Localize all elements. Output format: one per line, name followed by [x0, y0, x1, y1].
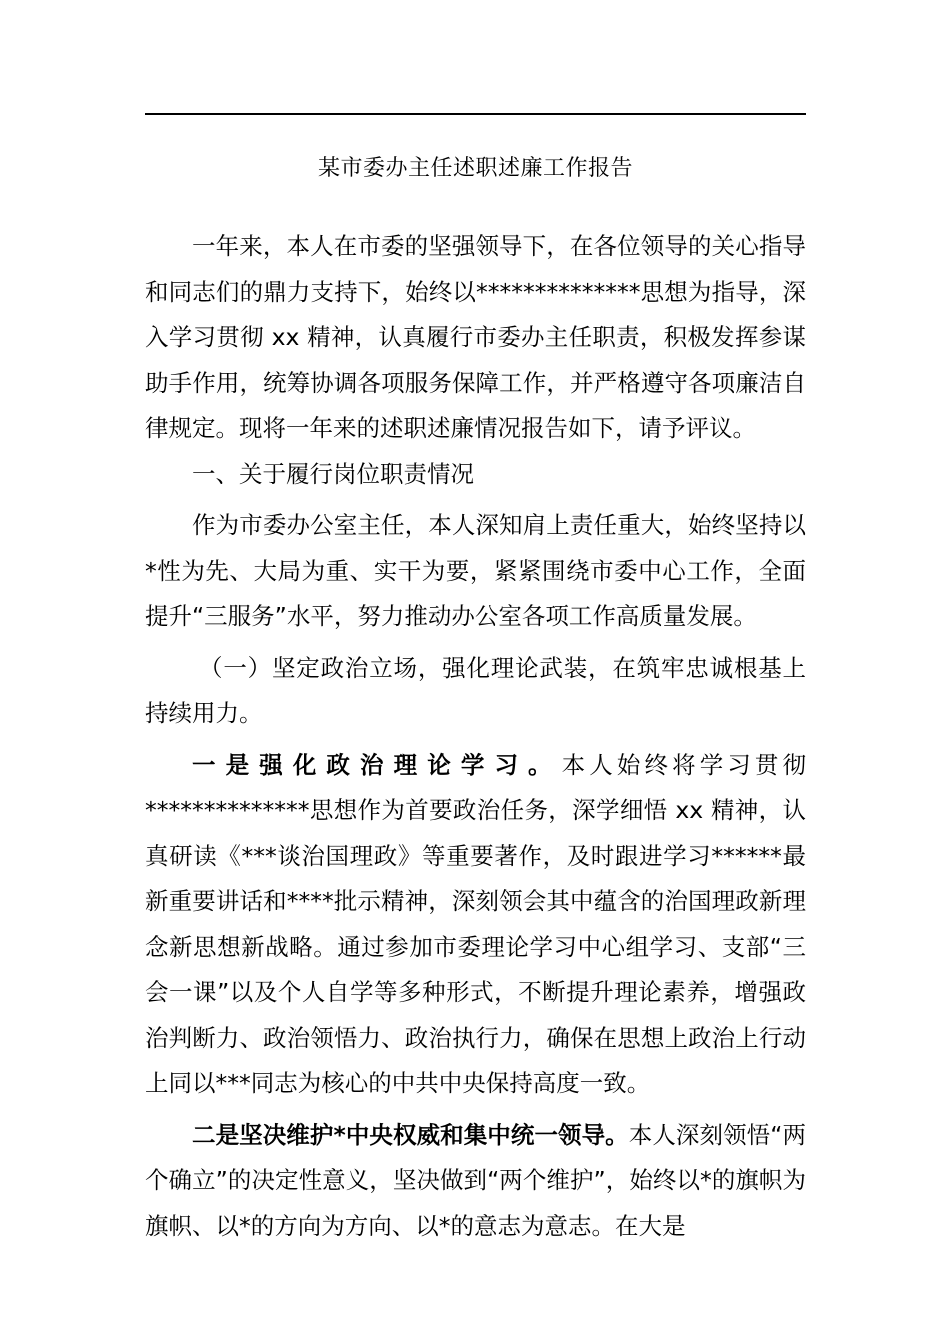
point-two-text: 本人深刻领悟“两个确立”的决定性意义，坚决做到“两个维护”，始终以*的旗帜为旗帜、以*的方向为方向、以*的意志为意志。在大是 — [145, 1120, 806, 1240]
point-one-paragraph — [145, 743, 806, 1107]
intro-paragraph: 一年来，本人在市委的坚强领导下，在各位领导的关心指导和同志们的鼎力支持下，始终以**************思想为指导，深入学习贯彻 xx 精神，认真履行市委办主任职责，积极发挥参谋助手作用，统筹协调各项服务保障工作，并严格遵守各项廉洁自律规定。现将一年来的述职述廉情况报告如下，请予评议。 — [145, 232, 806, 442]
section-heading: 一、关于履行岗位职责情况 — [192, 459, 474, 488]
subsection-heading: （一）坚定政治立场，强化理论武装，在筑牢忠诚根基上持续用力。 — [145, 653, 806, 727]
document-title: 某市委办主任述职述廉工作报告 — [317, 156, 633, 181]
point-one-lead: 一是强化政治理论学习。 — [192, 750, 562, 779]
point-two-paragraph — [145, 1113, 806, 1250]
point-two-lead: 二是坚决维护*中央权威和集中统一领导。 — [192, 1120, 629, 1149]
header-rule — [145, 113, 806, 115]
document-body — [145, 224, 806, 1249]
section-intro-paragraph: 作为市委办公室主任，本人深知肩上责任重大，始终坚持以*性为先、大局为重、实干为要，紧紧围绕市委中心工作，全面提升“三服务”水平，努力推动办公室各项工作高质量发展。 — [145, 511, 806, 630]
point-one-text: 本人始终将学习贯彻**************思想作为首要政治任务，深学细悟 xx 精神，认真研读《***谈治国理政》等重要著作，及时跟进学习******最新重要讲话和****批示精神，深刻领会其中蕴含的治国理政新理念新思想新战略。通过参加市委理论学习中心组学习、支部“三会一课”以及个人自学等多种形式，不断提升理论素养，增强政治判断力、政治领悟力、政治执行力，确保在思想上政治上行动上同以***同志为核心的中共中央保持高度一致。 — [145, 750, 807, 1097]
